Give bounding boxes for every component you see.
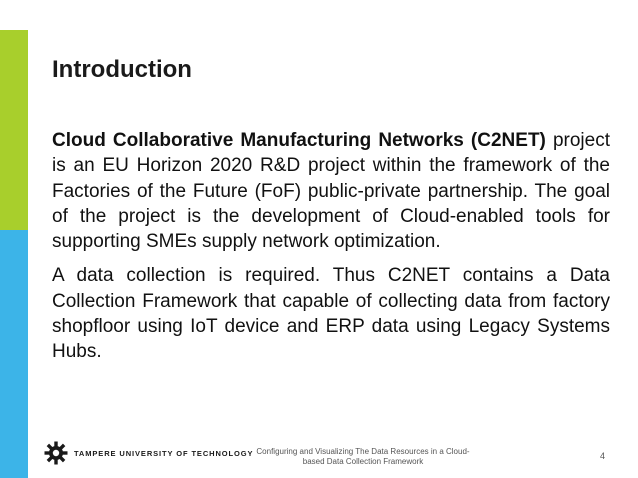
accent-bar-blue [0, 230, 28, 478]
university-name: TAMPERE UNIVERSITY OF TECHNOLOGY [74, 448, 254, 458]
footer-caption: Configuring and Visualizing The Data Resources in a Cloud-based Data Collection Framework [256, 447, 470, 466]
paragraph-1-text: project is an EU Horizon 2020 R&D project within the framework of the Factories of the Future (FoF) public-private partnership. The goal of the project is the development of Cloud-enabled tools for supporting SMEs supply network optimization. [52, 130, 611, 253]
gear-logo-icon [44, 441, 68, 465]
paragraph-1-bold: Cloud Collaborative Manufacturing Networks (C2NET) [52, 130, 546, 151]
paragraph-1 [52, 128, 610, 254]
paragraph-2: A data collection is required. Thus C2NET contains a Data Collection Framework that capable of collecting data from factory shopfloor using IoT device and ERP data using Legacy Systems Hubs. [52, 265, 610, 363]
slide-body [52, 128, 610, 374]
accent-bar-green [0, 30, 28, 230]
page-number: 4 [600, 451, 606, 461]
slide-title: Introduction [52, 56, 192, 83]
university-logo [44, 441, 253, 465]
